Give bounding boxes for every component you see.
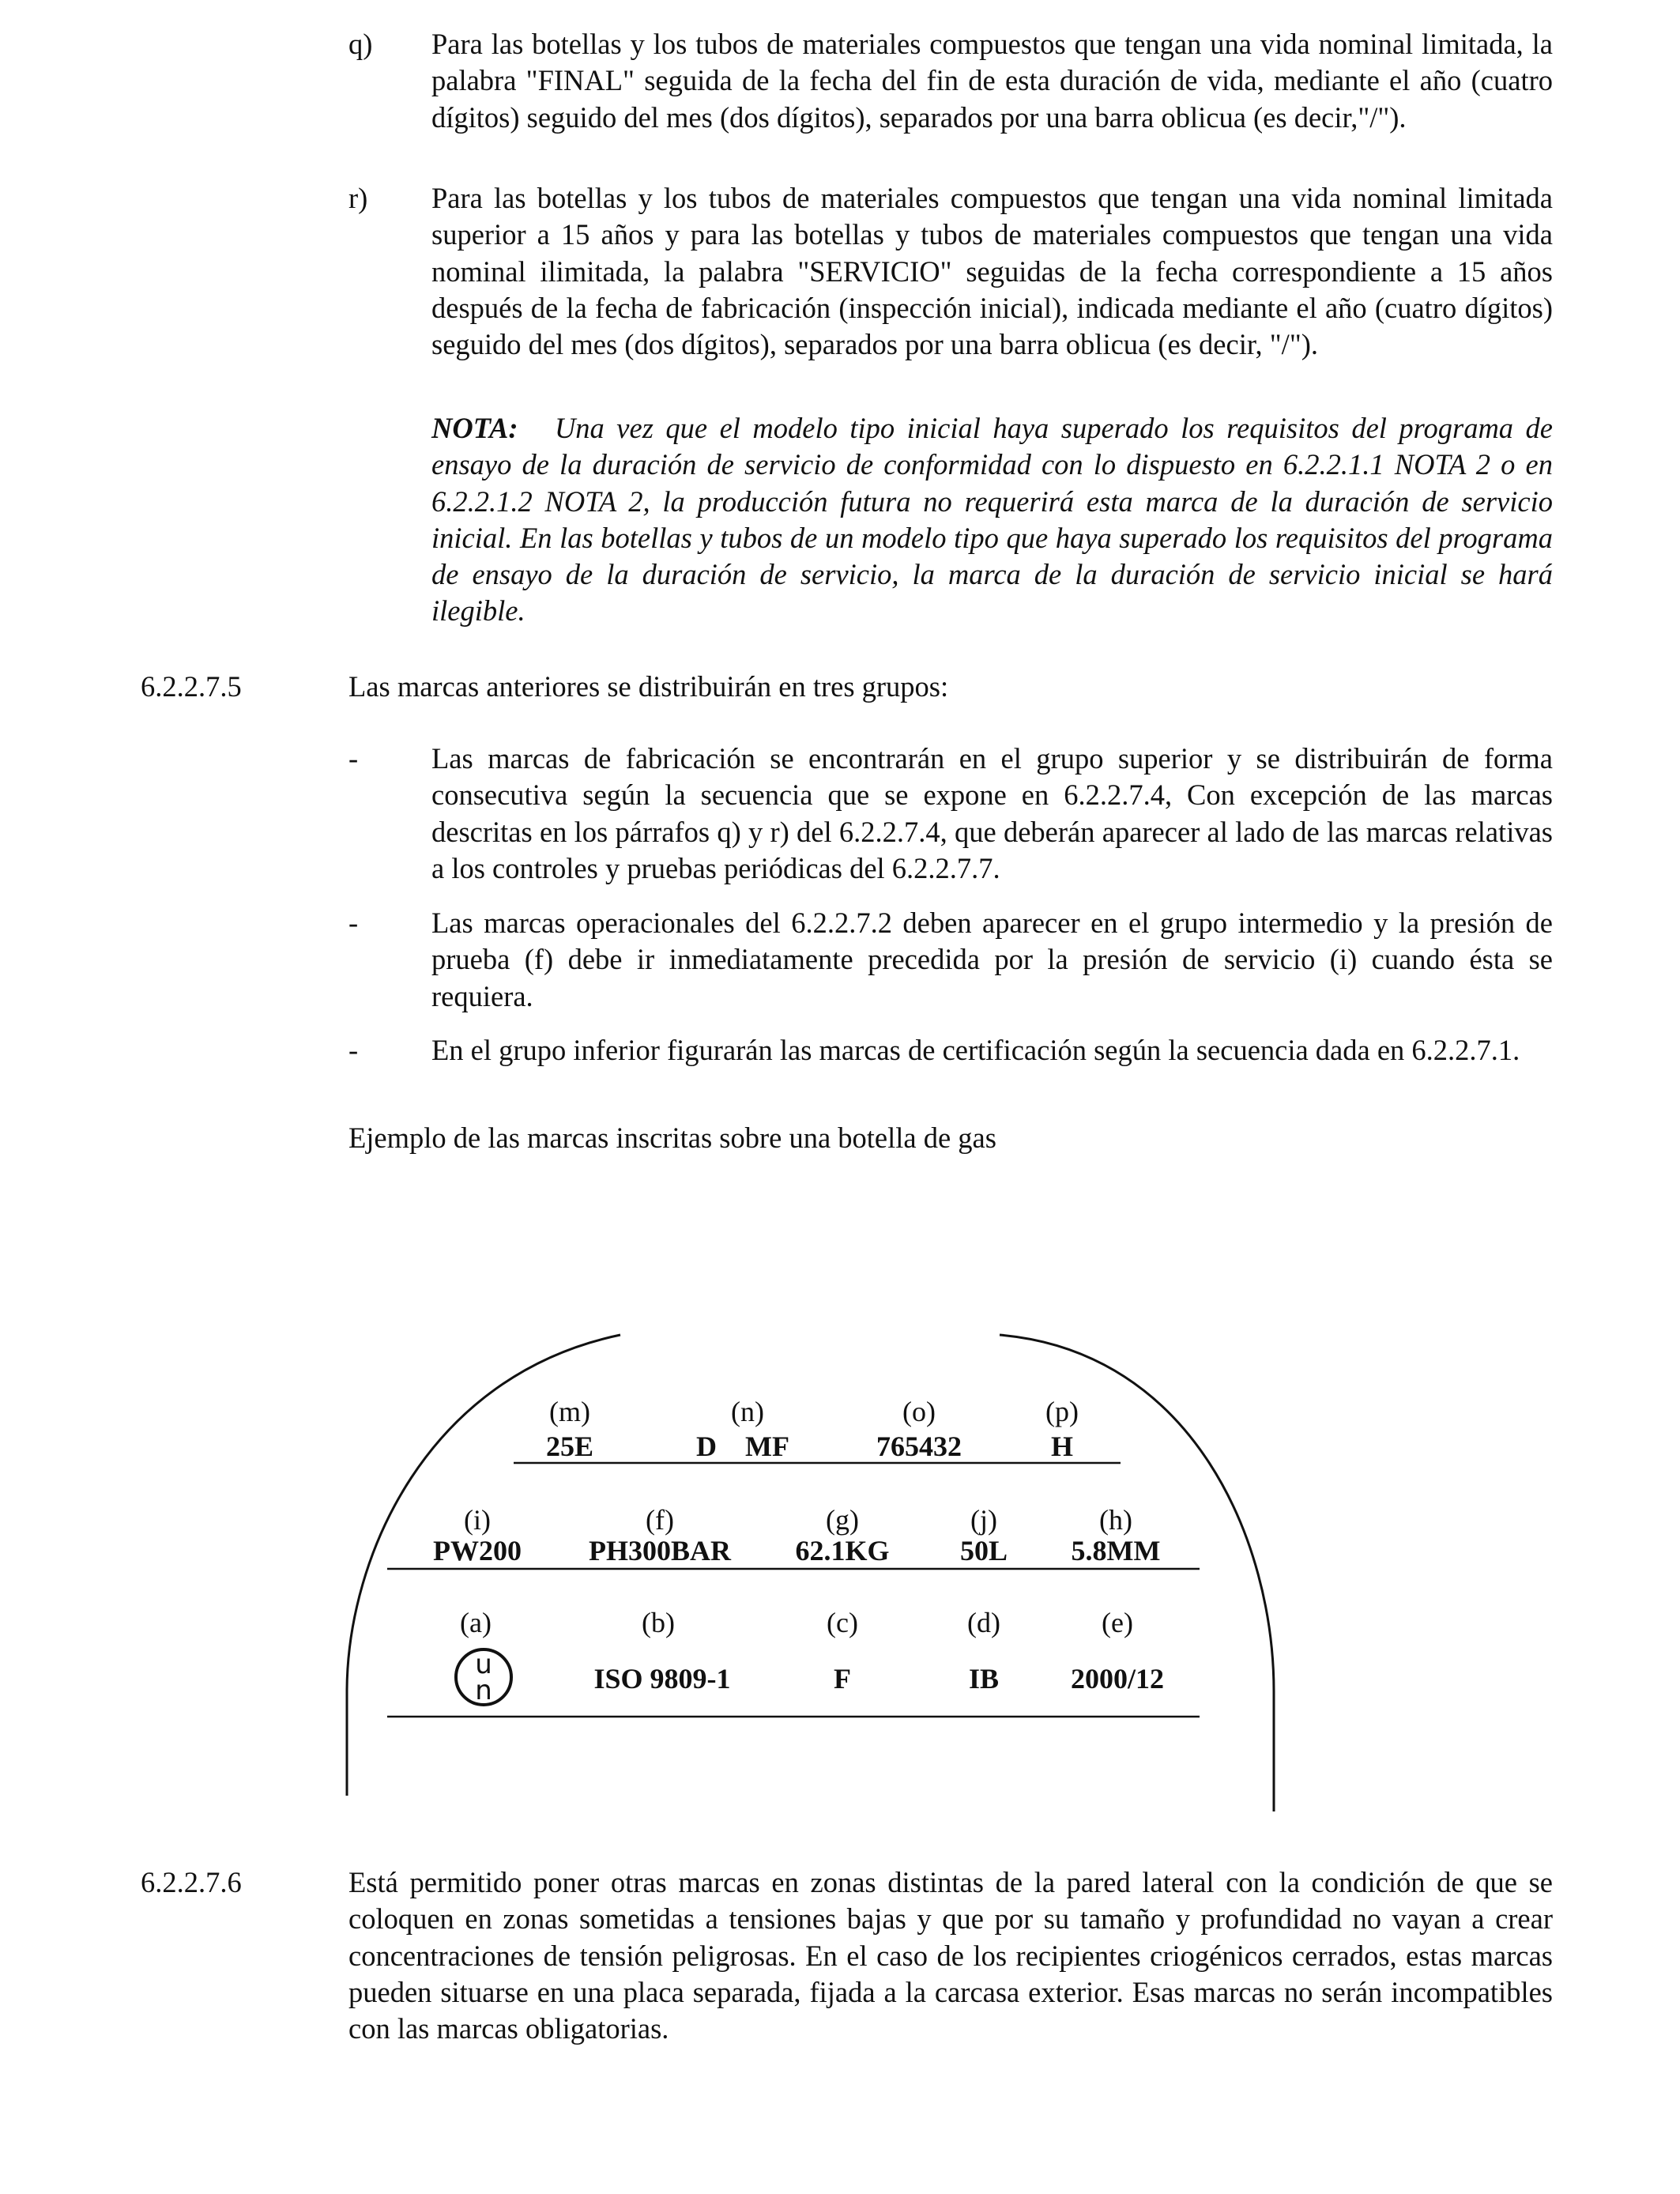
un-symbol-icon	[456, 1649, 511, 1706]
mark-letter: (f)	[646, 1504, 674, 1536]
section-intro: Las marcas anteriores se distribuirán en tres grupos:	[348, 670, 949, 703]
example-caption: Ejemplo de las marcas inscritas sobre una botella de gas	[348, 1122, 996, 1154]
mark-value: H	[1050, 1431, 1074, 1462]
item-label-q: q)	[348, 28, 373, 60]
bullet-text: Las marcas operacionales del 6.2.2.7.2 deben aparecer en el grupo intermedio y la presión de prueba (f) debe ir inmediatamente precedida por la presión de servicio (i) cuando ésta se requiera.	[431, 907, 1553, 1012]
mark-value: PH300BAR	[589, 1535, 731, 1566]
mark-letter: (c)	[827, 1607, 858, 1638]
item-label-r: r)	[348, 182, 368, 214]
mark-letter: (e)	[1102, 1607, 1133, 1638]
mark-letter: (b)	[642, 1607, 675, 1638]
bullet-marker: -	[348, 907, 359, 939]
mark-letter: (d)	[967, 1607, 1000, 1638]
mark-value: 62.1KG	[795, 1535, 890, 1566]
mark-letter: (n)	[731, 1396, 764, 1427]
nota-label: NOTA:	[431, 412, 518, 444]
mark-letter: (j)	[970, 1504, 997, 1536]
bullet-text: En el grupo inferior figurarán las marcas de certificación según la secuencia dada en 6.2.2.7.1.	[431, 1034, 1520, 1066]
mark-letter: (o)	[902, 1396, 936, 1427]
section-6-2-2-7-6-text: Está permitido poner otras marcas en zonas distintas de la pared lateral con la condición de que se coloquen en zonas sometidas a tensiones bajas y que por su tamaño y profundidad no vayan a crear concentraciones de tensión peligrosas. En el caso de los recipientes criogénicos cerrados, estas marcas pueden situarse en una placa separada, fijada a la carcasa exterior. Esas marcas no serán incompatibles con las marcas obligatorias.	[348, 1866, 1553, 2045]
mark-value: 25E	[545, 1431, 594, 1462]
mark-letter: (h)	[1099, 1504, 1132, 1536]
mark-value: D MF	[696, 1431, 789, 1462]
un-symbol-u: u	[475, 1649, 492, 1680]
mark-letter: (g)	[826, 1504, 859, 1536]
mark-value: 765432	[876, 1431, 962, 1462]
mark-value: 2000/12	[1070, 1663, 1165, 1695]
mark-value: PW200	[433, 1535, 522, 1566]
mark-letter: (p)	[1045, 1396, 1079, 1427]
mark-value: ISO 9809-1	[593, 1663, 731, 1695]
item-text-q: Para las botellas y los tubos de materiales compuestos que tengan una vida nominal limitada, la palabra "FINAL" seguida de la fecha del fin de esta duración de vida, mediante el año (cuatro dígitos) seguido del mes (dos dígitos), separados por una barra oblicua (es decir,"/").	[431, 28, 1553, 134]
mark-value: 5.8MM	[1071, 1535, 1161, 1566]
mark-letter: (a)	[460, 1607, 492, 1638]
bullet-marker: -	[348, 742, 359, 775]
un-symbol-n: n	[475, 1675, 492, 1706]
mark-letter: (i)	[464, 1504, 491, 1536]
mark-letter: (m)	[549, 1396, 590, 1427]
cylinder-right-wall	[1000, 1335, 1274, 1811]
mark-value: F	[834, 1663, 851, 1695]
bullet-marker: -	[348, 1034, 359, 1066]
section-number-6-2-2-7-5: 6.2.2.7.5	[141, 670, 242, 703]
mark-value: 50L	[959, 1535, 1008, 1566]
item-text-r: Para las botellas y los tubos de materiales compuestos que tengan una vida nominal limitada superior a 15 años y para las botellas y tubos de materiales compuestos que tengan una vida nominal ilimitada, la palabra "SERVICIO" seguidas de la fecha correspondiente a 15 años después de la fecha de fabricación (inspección inicial), indicada mediante el año (cuatro dígitos) seguido del mes (dos dígitos), separados por una barra oblicua (es decir, "/").	[431, 182, 1553, 361]
bullet-text: Las marcas de fabricación se encontrarán en el grupo superior y se distribuirán de forma consecutiva según la secuencia que se expone en 6.2.2.7.4, Con excepción de las marcas descritas en los párrafos q) y r) del 6.2.2.7.4, que deberán aparecer al lado de las marcas relativas a los controles y pruebas periódicas del 6.2.2.7.7.	[431, 742, 1553, 884]
nota-text: Una vez que el modelo tipo inicial haya superado los requisitos del programa de ensayo de la duración de servicio de conformidad con lo dispuesto en 6.2.2.1.1 NOTA 2 o en 6.2.2.1.2 NOTA 2, la producción futura no requerirá esta marca de la duración de servicio inicial. En las botellas y tubos de un modelo tipo que haya superado los requisitos del programa de ensayo de la duración de servicio, la marca de la duración de servicio inicial se hará ilegible.	[431, 412, 1553, 628]
section-number-6-2-2-7-6: 6.2.2.7.6	[141, 1866, 242, 1898]
mark-value: IB	[968, 1663, 1000, 1695]
